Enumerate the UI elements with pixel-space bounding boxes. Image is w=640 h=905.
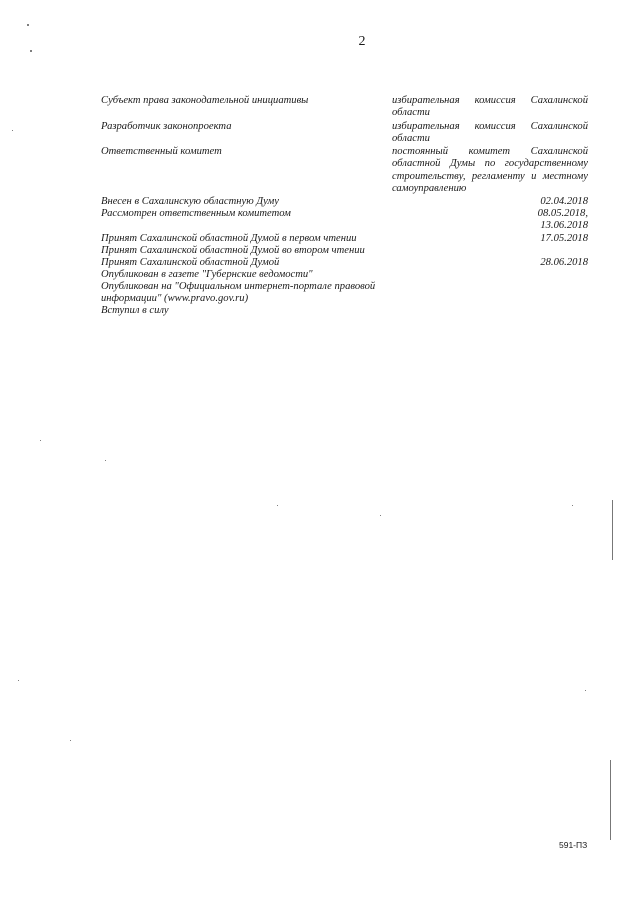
published-portal-label-line1: Опубликован на "Официальном интернет-портале правовой	[101, 281, 376, 292]
first-reading-label-text: Принят Сахалинской областной Думой в первом чтении	[101, 233, 357, 244]
scan-edge-mark	[612, 500, 613, 560]
scan-speck	[70, 740, 71, 741]
subject-label-text: Субъект права законодательной инициативы	[101, 95, 309, 106]
scan-speck	[18, 680, 19, 681]
adopted-label-text: Принят Сахалинской областной Думой	[101, 257, 280, 268]
introduced-date	[392, 196, 588, 208]
committee-value-line2: областной Думы по государственному	[392, 158, 588, 170]
reviewed-label	[101, 208, 386, 220]
second-reading-label	[101, 245, 386, 257]
developer-value-line1: избирательная комиссия Сахалинской	[392, 121, 588, 132]
introduced-date-text: 02.04.2018	[540, 196, 588, 207]
reviewed-dates	[392, 208, 588, 233]
scan-speck	[105, 460, 106, 461]
footer-code: 591-ПЗ	[559, 840, 588, 850]
committee-value-line4: самоуправлению	[392, 183, 467, 195]
effective-label-text: Вступил в силу	[101, 305, 169, 316]
subject-label	[101, 95, 386, 107]
effective-label	[101, 305, 386, 317]
first-reading-date-text: 17.05.2018	[540, 233, 588, 244]
page-number: 2	[358, 34, 366, 49]
committee-value-line1: постоянный комитет Сахалинской	[392, 146, 588, 157]
developer-value-line2: области	[392, 133, 430, 145]
committee-label-text: Ответственный комитет	[101, 146, 222, 157]
published-portal-label	[101, 281, 386, 306]
introduced-label-text: Внесен в Сахалинскую областную Думу	[101, 196, 279, 207]
first-reading-date	[392, 233, 588, 245]
first-reading-label	[101, 233, 386, 245]
reviewed-date1: 08.05.2018,	[537, 208, 588, 219]
scan-speck	[12, 130, 13, 131]
committee-label	[101, 146, 386, 158]
subject-value	[392, 95, 588, 120]
scan-speck	[40, 440, 41, 441]
second-reading-label-text: Принят Сахалинской областной Думой во втором чтении	[101, 245, 365, 256]
committee-value-line3: строительству, регламенту и местному	[392, 170, 588, 182]
published-gazette-label	[101, 269, 386, 281]
introduced-label	[101, 196, 386, 208]
developer-value	[392, 121, 588, 146]
published-gazette-label-text: Опубликован в газете "Губернские ведомости"	[101, 269, 313, 280]
developer-label-text: Разработчик законопроекта	[101, 121, 232, 132]
committee-value	[392, 146, 588, 196]
scan-speck	[572, 505, 573, 506]
scan-speck	[585, 690, 586, 691]
adopted-date-text: 28.06.2018	[540, 257, 588, 268]
adopted-label	[101, 257, 386, 269]
scan-speck	[27, 24, 29, 26]
reviewed-label-text: Рассмотрен ответственным комитетом	[101, 208, 291, 219]
reviewed-date2: 13.06.2018	[540, 220, 588, 232]
scan-speck	[380, 515, 381, 516]
scan-speck	[277, 505, 278, 506]
scan-edge-mark	[610, 760, 611, 840]
subject-value-line2: области	[392, 107, 430, 119]
published-portal-label-line2: информации" (www.pravo.gov.ru)	[101, 293, 249, 305]
scan-speck	[30, 50, 32, 52]
developer-label	[101, 121, 386, 133]
adopted-date	[392, 257, 588, 269]
subject-value-line1: избирательная комиссия Сахалинской	[392, 95, 588, 106]
